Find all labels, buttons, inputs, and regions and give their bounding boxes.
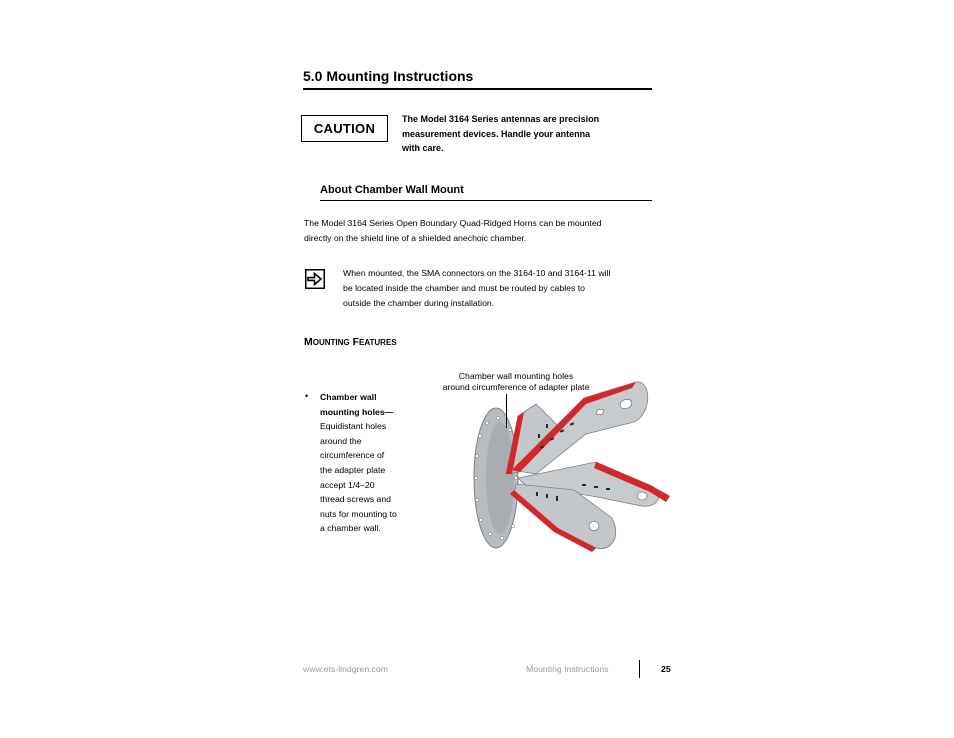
bullet-line: accept 1/4–20 [320,479,375,490]
callout-line: around circumference of adapter plate [442,382,590,392]
footer-url: www.ets-lindgren.com [303,664,388,674]
features-title-part: F [352,336,359,348]
footer-section: Mounting Instructions [526,664,609,674]
arrow-right-icon [305,269,325,289]
bullet-text [320,390,420,536]
bullet-line: circumference of [320,450,385,461]
bullet-bold-line: Chamber wall [320,392,377,402]
note-text [343,266,653,311]
features-title-part: M [304,336,313,348]
features-title [304,336,397,348]
body-paragraph [304,216,664,246]
callout-line: Chamber wall mounting holes [458,371,574,381]
note-line: be located inside the chamber and must be routed by cables to [343,283,585,293]
bullet-line: Equidistant holes [320,421,387,432]
figure-callout [428,371,604,393]
antenna-illustration [466,378,676,554]
bullet-line: nuts for mounting to [320,508,397,519]
footer-divider [639,660,640,678]
paragraph-line: The Model 3164 Series Open Boundary Quad-Ridged Horns can be mounted [304,218,602,228]
caution-label: CAUTION [301,115,388,142]
bullet-line: around the [320,435,362,446]
features-title-part: OUNTING [312,338,350,347]
bullet-line: a chamber wall. [320,523,381,534]
bullet-symbol: • [305,391,309,401]
features-title-part: EATURES [358,338,397,347]
note-line: outside the chamber during installation. [343,298,495,308]
paragraph-line: directly on the shield line of a shielded anechoic chamber. [304,233,527,243]
bullet-line: thread screws and [320,494,391,505]
bullet-bold-line: mounting holes— [320,406,394,417]
bullet-line: the adapter plate [320,464,386,475]
callout-leader-line [506,394,507,428]
section-title: 5.0 Mounting Instructions [303,68,474,84]
caution-text [402,112,642,156]
subsection-rule [320,200,652,201]
subsection-title: About Chamber Wall Mount [320,184,464,196]
note-line: When mounted, the SMA connectors on the 3164-10 and 3164-11 will [343,268,611,278]
caution-line: measurement devices. Handle your antenna [402,128,591,139]
title-rule [303,88,652,90]
caution-line: with care. [402,143,444,154]
page-number: 25 [661,664,671,674]
caution-line: The Model 3164 Series antennas are precision [402,114,600,124]
